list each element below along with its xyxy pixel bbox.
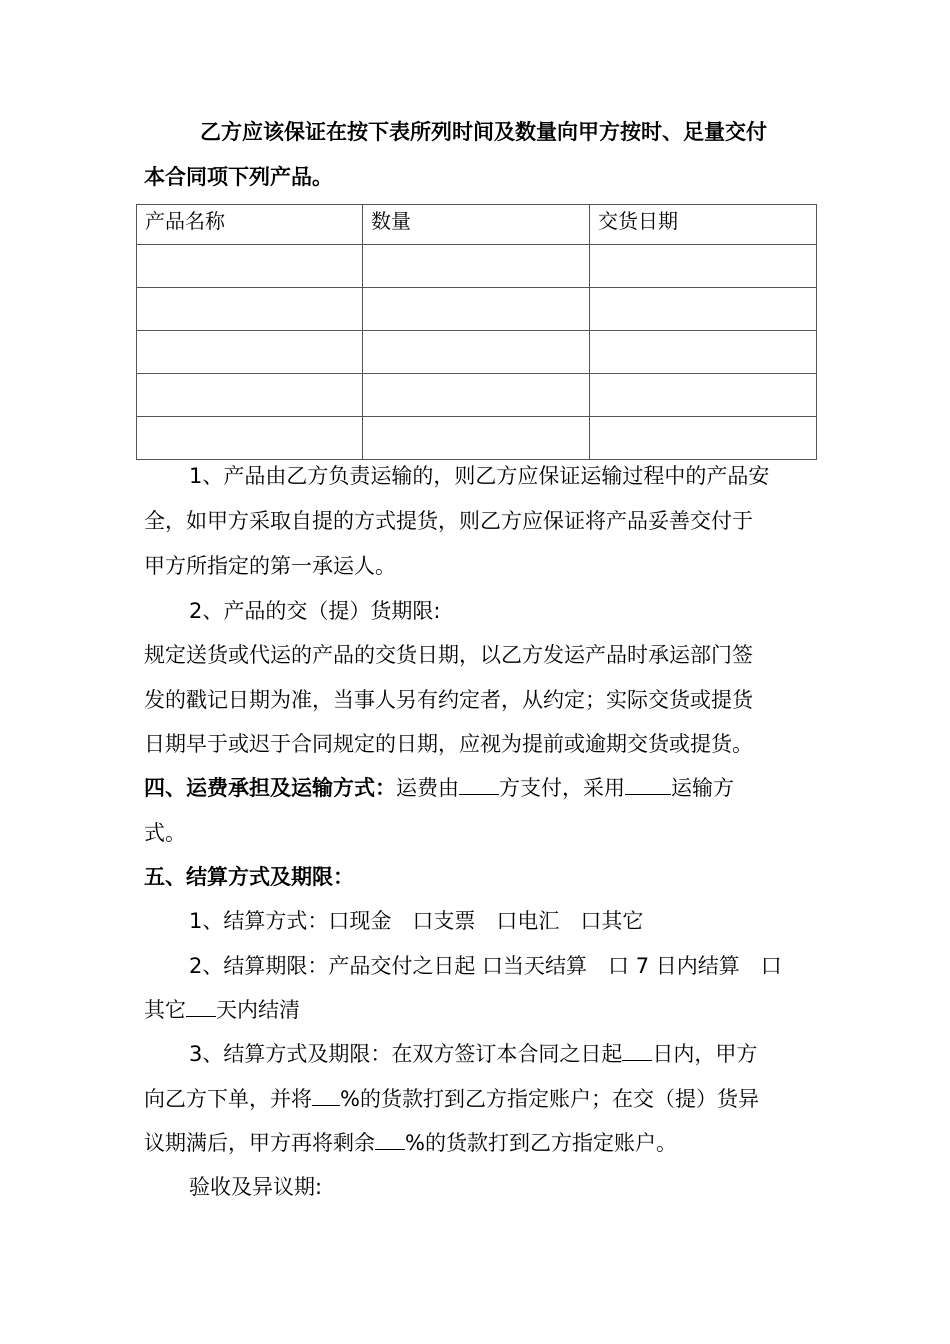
- table-cell: [590, 374, 817, 417]
- table-cell: [363, 417, 590, 460]
- intro-line-2: 本合同项下列产品。: [144, 165, 333, 189]
- section4-text-b: 方支付，采用: [499, 776, 625, 800]
- table-cell: [590, 245, 817, 288]
- table-cell: [137, 288, 363, 331]
- settlement-terms-line-3: [144, 1128, 677, 1158]
- clause1-line-3: 甲方所指定的第一承运人。: [144, 554, 396, 578]
- clause1-line-1: 1、产品由乙方负责运输的，则乙方应保证运输过程中的产品安: [189, 464, 770, 488]
- fill-blank: [625, 774, 671, 795]
- fill-blank: [622, 1040, 652, 1061]
- table-cell: [363, 331, 590, 374]
- table-header-row: [137, 205, 817, 245]
- clause2-title: 2、产品的交（提）货期限:: [189, 599, 441, 623]
- intro-line-1: 乙方应该保证在按下表所列时间及数量向甲方按时、足量交付: [200, 120, 767, 144]
- settlement-period-line-2: [144, 995, 300, 1025]
- table-cell: [363, 374, 590, 417]
- table-cell: [590, 288, 817, 331]
- settlement-period-text-a: 其它: [144, 998, 186, 1022]
- settlement-terms-text-d: %的货款打到乙方指定账户；在交（提）货异: [340, 1087, 759, 1111]
- table-row: [137, 245, 817, 288]
- header-product-name: 产品名称: [137, 205, 363, 245]
- table-row: [137, 288, 817, 331]
- section4-line-2: 式。: [144, 821, 186, 845]
- settlement-terms-text-a: 3、结算方式及期限：在双方签订本合同之日起: [189, 1042, 623, 1066]
- settlement-terms-text-f: %的货款打到乙方指定账户。: [405, 1131, 677, 1155]
- settlement-terms-text-c: 向乙方下单，并将: [144, 1087, 312, 1111]
- fill-blank: [312, 1085, 340, 1106]
- section4-text-a: 运费由: [396, 776, 459, 800]
- header-quantity: 数量: [363, 205, 590, 245]
- section4-heading: 四、运费承担及运输方式：: [144, 776, 396, 800]
- table-row: [137, 374, 817, 417]
- table-cell: [137, 374, 363, 417]
- table-cell: [590, 331, 817, 374]
- table-cell: [363, 288, 590, 331]
- fill-blank: [186, 996, 216, 1017]
- clause2-line-1: 规定送货或代运的产品的交货日期，以乙方发运产品时承运部门签: [144, 643, 753, 667]
- settlement-terms-line-1: [189, 1039, 757, 1069]
- table-cell: [137, 331, 363, 374]
- clause1-line-2: 全，如甲方采取自提的方式提货，则乙方应保证将产品妥善交付于: [144, 509, 753, 533]
- settlement-method-options: 1、结算方式：口现金 口支票 口电汇 口其它: [189, 909, 644, 933]
- table-row: [137, 331, 817, 374]
- settlement-period-line-1: 2、结算期限：产品交付之日起 口当天结算 口 7 日内结算 口: [189, 954, 782, 978]
- table-cell: [590, 417, 817, 460]
- header-delivery-date: 交货日期: [590, 205, 817, 245]
- settlement-terms-text-e: 议期满后，甲方再将剩余: [144, 1131, 375, 1155]
- clause2-line-2: 发的戳记日期为准，当事人另有约定者，从约定；实际交货或提货: [144, 688, 753, 712]
- section4-text-c: 运输方: [671, 776, 734, 800]
- clause2-line-3: 日期早于或迟于合同规定的日期，应视为提前或逾期交货或提货。: [144, 732, 753, 756]
- fill-blank: [459, 774, 499, 795]
- settlement-terms-line-2: [144, 1084, 759, 1114]
- table-cell: [137, 417, 363, 460]
- section4-line-1: [144, 773, 734, 803]
- settlement-period-text-b: 天内结清: [216, 998, 300, 1022]
- settlement-terms-text-b: 日内，甲方: [652, 1042, 758, 1066]
- table-cell: [363, 245, 590, 288]
- table-cell: [137, 245, 363, 288]
- table-row: [137, 417, 817, 460]
- fill-blank: [375, 1129, 405, 1150]
- acceptance-heading: 验收及异议期:: [189, 1175, 323, 1199]
- section5-heading: 五、结算方式及期限：: [144, 865, 354, 889]
- product-delivery-table: [136, 204, 817, 460]
